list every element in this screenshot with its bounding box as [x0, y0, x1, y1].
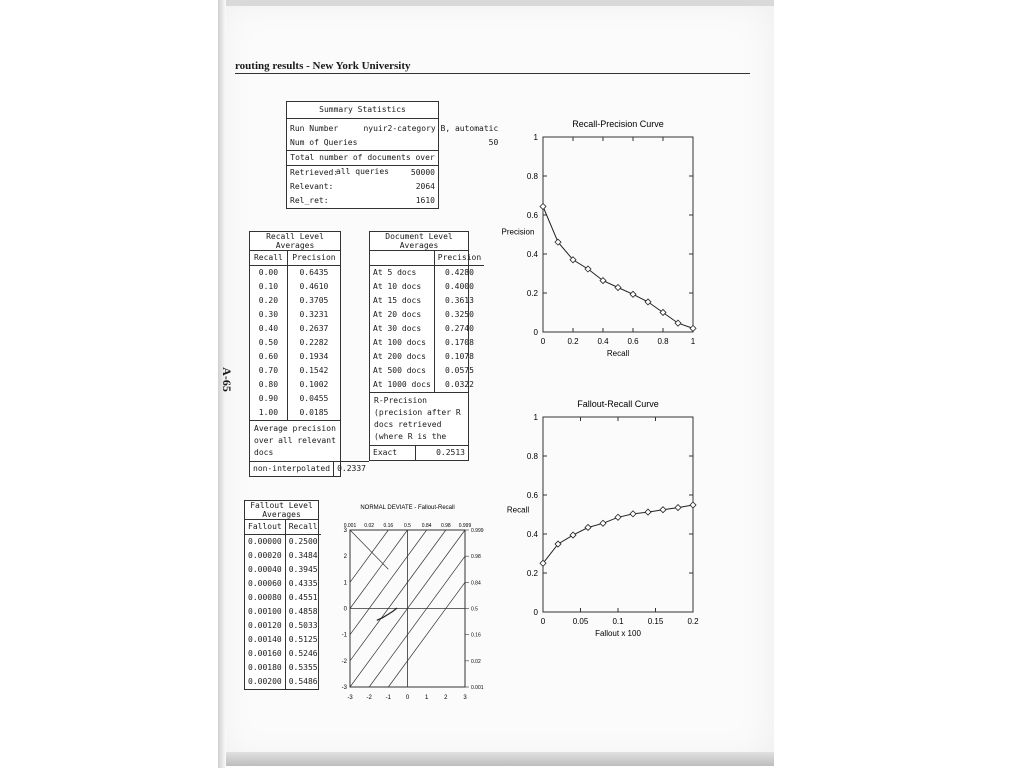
fallout-cell: 0.4335 [288, 579, 318, 588]
doc-cell: At 500 docs [370, 364, 434, 378]
fallout-cell: 0.5125 [288, 635, 318, 644]
y-tick-label: 0.4 [526, 530, 538, 539]
recall-cell: 0.3705 [299, 296, 329, 305]
fallout-row [245, 619, 321, 633]
diagonal-line [350, 530, 388, 569]
right-tick-label: 0.5 [471, 606, 478, 613]
fallout-row [245, 535, 321, 550]
doc-cell: At 200 docs [370, 350, 434, 364]
recall-row [250, 294, 340, 308]
doc-row [370, 266, 484, 281]
right-tick-label: 0.02 [471, 658, 481, 665]
recall-row [250, 378, 340, 392]
y-tick-label: 0.6 [526, 491, 538, 500]
fallout-cell: 0.00140 [245, 633, 285, 647]
data-point [630, 511, 636, 517]
top-tick-label: 0.98 [440, 523, 451, 529]
doc-row [370, 350, 484, 364]
fallout-cell: 0.00100 [245, 605, 285, 619]
left-tick-label: 2 [343, 554, 347, 561]
recall-cell: 0.80 [250, 378, 287, 392]
num-queries-value: 50 [488, 138, 499, 147]
document-level-averages-table [369, 231, 482, 461]
top-tick-label: 0.001 [343, 523, 357, 529]
bottom-tick-label: -1 [385, 695, 392, 701]
right-tick-label: 0.16 [471, 632, 481, 639]
recall-row [250, 364, 340, 378]
recall-row [250, 392, 340, 406]
summary-statistics-table [286, 101, 499, 209]
relret-value: 1610 [415, 196, 435, 205]
fallout-row [245, 661, 321, 675]
y-axis-label: Recall [506, 505, 530, 515]
left-tick-label: -3 [341, 685, 347, 691]
recall-cell: 0.1002 [299, 380, 329, 389]
r-precision-label: R-Precision (precision after R docs retrieved (where R is the [370, 392, 468, 445]
doc-cell: 0.0575 [445, 366, 474, 375]
doc-cell: At 15 docs [370, 294, 434, 308]
x-tick-label: 1 [690, 337, 696, 346]
fallout-cell: 0.00000 [245, 535, 285, 550]
data-point [660, 507, 666, 513]
x-tick-label: 0.8 [657, 337, 669, 346]
fallout-cell: 0.3484 [288, 551, 318, 560]
data-point [585, 524, 591, 530]
recall-cell: 0.70 [250, 364, 287, 378]
recall-cell: 0.2637 [299, 324, 329, 333]
plot-frame [543, 137, 693, 332]
fallout-row [245, 675, 321, 689]
right-tick-label: 0.84 [471, 580, 481, 587]
x-axis-label: Fallout x 100 [595, 629, 641, 638]
fallout-levels-title: Fallout Level Averages [245, 501, 318, 520]
fallout-cell: 0.4551 [288, 593, 318, 602]
data-point [615, 285, 621, 291]
recall-row [250, 406, 340, 420]
fallout-cell: 0.00200 [245, 675, 285, 689]
total-docs-label: Total number of documents over all queries [287, 151, 438, 166]
y-tick-label: 1 [533, 133, 538, 142]
run-number-value: nyuir2-category B, automatic [363, 124, 499, 133]
x-tick-label: 0.6 [627, 337, 639, 346]
top-tick-label: 0.5 [404, 523, 411, 529]
exact-value: 0.2513 [436, 448, 465, 457]
recall-cell: 0.50 [250, 336, 287, 350]
fallout-cell: 0.2500 [288, 537, 318, 546]
doc-cell: 0.3250 [445, 310, 474, 319]
recall-cell: 0.4610 [299, 282, 329, 291]
y-axis-label: Precision [501, 227, 535, 237]
y-tick-label: 1 [533, 413, 538, 422]
fallout-cell: 0.4858 [288, 607, 318, 616]
recall-cell: 0.40 [250, 322, 287, 336]
right-tick-label: 0.999 [471, 528, 484, 534]
recall-cell: 0.0185 [299, 408, 329, 417]
recall-precision-chart [500, 115, 710, 375]
recall-cell: 0.60 [250, 350, 287, 364]
fallout-cell: 0.00180 [245, 661, 285, 675]
avg-precision-label: Average precision over all relevant docs [250, 420, 340, 461]
diagonal-line [350, 530, 446, 661]
doc-cell: At 20 docs [370, 308, 434, 322]
doc-row [370, 322, 484, 336]
recall-row [250, 266, 340, 281]
bottom-tick-label: 0 [405, 695, 410, 701]
fallout-cell: 0.00040 [245, 563, 285, 577]
fallout-row [245, 577, 321, 591]
y-tick-label: 0.8 [526, 452, 538, 461]
data-point [540, 204, 546, 210]
recall-cell: 0.90 [250, 392, 287, 406]
diagonal-line [369, 556, 465, 687]
data-point [690, 325, 696, 331]
fallout-cell: 0.5033 [288, 621, 318, 630]
doc-cell: 0.4280 [445, 268, 474, 277]
fallout-col-header: Fallout [245, 520, 285, 535]
fallout-cell: 0.00080 [245, 591, 285, 605]
doc-cell: 0.1078 [445, 352, 474, 361]
x-tick-label: 0.15 [647, 617, 664, 626]
recall-cell: 0.10 [250, 280, 287, 294]
doc-cell: 0.3613 [445, 296, 474, 305]
data-point [615, 514, 621, 520]
recall-cell: 0.6435 [299, 268, 329, 277]
fallout-row [245, 549, 321, 563]
top-tick-label: 0.84 [421, 523, 432, 529]
data-point [645, 299, 651, 305]
fallout-row [245, 647, 321, 661]
recall-cell: 0.20 [250, 294, 287, 308]
recall-levels-title: Recall Level Averages [250, 232, 340, 251]
left-tick-label: -2 [341, 658, 347, 665]
fallout-recall-chart [500, 395, 710, 650]
doc-cell: At 1000 docs [370, 378, 434, 392]
recall-row [250, 280, 340, 294]
recall-cell: 0.1542 [299, 366, 329, 375]
bottom-tick-label: -3 [347, 695, 353, 701]
fallout-cell: 0.00020 [245, 549, 285, 563]
bottom-tick-label: 3 [463, 695, 467, 701]
fallout-row [245, 633, 321, 647]
x-tick-label: 0.4 [597, 337, 609, 346]
summary-title: Summary Statistics [287, 102, 438, 119]
y-tick-label: 0.6 [526, 211, 538, 220]
scan-edge-top [218, 0, 774, 6]
recall-row [250, 308, 340, 322]
doc-levels-title: Document Level Averages [370, 232, 468, 251]
doc-col-header-blank [370, 251, 434, 266]
retrieved-label: Retrieved: [290, 168, 339, 177]
noninterp-value: 0.2337 [337, 464, 366, 473]
right-tick-label: 0.001 [471, 685, 484, 691]
chart-title: NORMAL DEVIATE - Fallout-Recall [360, 505, 455, 511]
num-queries-label: Num of Queries [290, 138, 358, 147]
left-tick-label: 3 [343, 528, 347, 534]
x-tick-label: 0 [540, 617, 546, 626]
fallout-cell: 0.00120 [245, 619, 285, 633]
y-tick-label: 0 [533, 608, 538, 617]
y-tick-label: 0.2 [526, 569, 538, 578]
doc-cell: 0.2740 [445, 324, 474, 333]
left-tick-label: 1 [343, 580, 347, 587]
relevant-label: Relevant: [290, 182, 334, 191]
y-tick-label: 0.2 [526, 289, 538, 298]
recall-cell: 0.3231 [299, 310, 329, 319]
x-tick-label: 0.2 [567, 337, 579, 346]
x-tick-label: 0.2 [687, 617, 699, 626]
data-point [600, 520, 606, 526]
chart-title: Recall-Precision Curve [572, 119, 664, 129]
doc-row [370, 364, 484, 378]
doc-cell: At 30 docs [370, 322, 434, 336]
fallout-row [245, 605, 321, 619]
fallout-cell: 0.5486 [288, 677, 318, 686]
doc-cell: At 100 docs [370, 336, 434, 350]
left-tick-label: 0 [343, 606, 347, 613]
fallout-row [245, 591, 321, 605]
header-rule [235, 73, 750, 74]
relevant-value: 2064 [415, 182, 435, 191]
fallout-cell: 0.00160 [245, 647, 285, 661]
data-point [630, 291, 636, 297]
right-tick-label: 0.98 [471, 554, 481, 561]
fallout-level-averages-table [244, 500, 319, 690]
fallout-cell: 0.00060 [245, 577, 285, 591]
recall-cell: 0.1934 [299, 352, 329, 361]
diagonal-line [350, 530, 388, 582]
recall-level-averages-table [249, 231, 366, 477]
left-tick-label: -1 [341, 632, 347, 639]
doc-precision-col-header: Precision [434, 251, 484, 266]
doc-cell: 0.1708 [445, 338, 474, 347]
series-line [543, 207, 693, 329]
doc-cell: At 10 docs [370, 280, 434, 294]
bottom-tick-label: 1 [424, 695, 429, 701]
recall-cell: 0.00 [250, 266, 287, 281]
recall-cell: 0.2282 [299, 338, 329, 347]
recall-row [250, 336, 340, 350]
page-number: A-65 [219, 367, 234, 392]
doc-row [370, 378, 484, 392]
doc-cell: 0.0322 [445, 380, 474, 389]
x-tick-label: 0.1 [612, 617, 624, 626]
x-tick-label: 0.05 [572, 617, 589, 626]
fallout-cell: 0.5246 [288, 649, 318, 658]
deviate-curve [377, 608, 397, 620]
data-point [645, 509, 651, 515]
top-tick-label: 0.16 [383, 523, 394, 529]
fallout-recall-col-header: Recall [285, 520, 320, 535]
doc-row [370, 280, 484, 294]
recall-cell: 0.0455 [299, 394, 329, 403]
diagonal-line [350, 530, 408, 609]
normal-deviate-chart [335, 498, 490, 708]
noninterp-label: non-interpolated [250, 462, 334, 477]
top-tick-label: 0.02 [364, 523, 375, 529]
top-tick-label: 0.999 [458, 523, 472, 529]
fallout-cell: 0.5355 [288, 663, 318, 672]
precision-col-header: Precision [287, 251, 340, 266]
data-point [690, 502, 696, 508]
diagonal-line [350, 530, 427, 635]
recall-cell: 0.30 [250, 308, 287, 322]
exact-label: Exact [370, 446, 415, 461]
page-header: routing results - New York University [235, 60, 411, 72]
fallout-row [245, 563, 321, 577]
data-point [675, 505, 681, 511]
doc-row [370, 308, 484, 322]
diagonal-line [388, 582, 465, 687]
recall-cell: 1.00 [250, 406, 287, 420]
recall-row [250, 350, 340, 364]
recall-col-header: Recall [250, 251, 287, 266]
retrieved-value: 50000 [410, 168, 435, 177]
chart-title: Fallout-Recall Curve [577, 399, 659, 409]
bottom-tick-label: -2 [366, 695, 372, 701]
doc-row [370, 294, 484, 308]
x-tick-label: 0 [540, 337, 546, 346]
relret-label: Rel_ret: [290, 196, 329, 205]
y-tick-label: 0.4 [526, 250, 538, 259]
fallout-cell: 0.3945 [288, 565, 318, 574]
recall-row [250, 322, 340, 336]
doc-row [370, 336, 484, 350]
doc-cell: 0.4000 [445, 282, 474, 291]
doc-cell: At 5 docs [370, 266, 434, 281]
y-tick-label: 0 [533, 328, 538, 337]
y-tick-label: 0.8 [526, 172, 538, 181]
bottom-tick-label: 2 [444, 695, 448, 701]
run-number-label: Run Number [290, 124, 339, 133]
scan-edge-bottom [218, 752, 774, 766]
x-axis-label: Recall [606, 349, 630, 358]
data-point [570, 532, 576, 538]
